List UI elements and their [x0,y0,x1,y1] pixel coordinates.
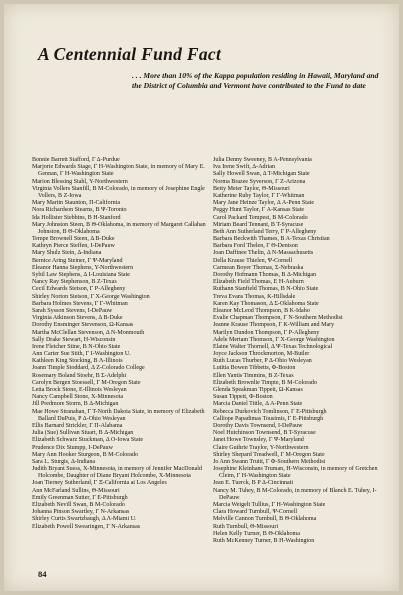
contributor-entry: Nancy Campbell Stone, X-Minnesota [32,394,124,401]
contributor-entry: Nancy M. Tuhey, B M-Colorado, in memory of Blanch E. Tuhey, I-DePauw [213,487,377,501]
contributor-entry: Sally Drake Stewart, H-Wisconsin [32,336,116,343]
page-number: 84 [38,569,47,579]
contributor-entry: Joan Daffinee Thelin, Δ N-Massachusetts [213,250,314,257]
contributor-entry: Kathryn Pierce Steffen, I-DePauw [32,243,115,250]
contributor-entry: Ellis Barnard Strickler, Γ Π-Alabama [32,422,123,429]
contributor-entry: Sally Howell Swan, Δ T-Michigan State [213,171,310,178]
contributor-entry: Ruth Lucas Thurber, P Δ-Ohio Wesleyan [213,358,312,365]
contributor-entry: Ruthann Stanfield Thomas, B N-Ohio State [213,286,319,293]
contributor-entry: Johanna Pinson Swartley, Γ N-Arkansas [32,509,130,516]
contributor-entry: Lutitia Bowen Tibbetts, Φ-Boston [213,365,296,372]
contributor-entry: Dorothy Ensminger Stevenson, Ω-Kansas [32,322,134,329]
contributor-entry: Virginia Atkinson Stevens, Δ B-Duke [32,315,123,322]
contributor-entry: Peggy Hunt Taylor, Γ A-Kansas State [213,207,305,214]
contributor-entry: Nancy Ray Stephenson, B Z-Texas [32,279,117,286]
contributor-entry: Mary Ann Hooker Sturgeon, B M-Colorado [32,451,139,458]
contributor-entry: Joyce Jackson Throckmorton, M-Butler [213,351,310,358]
contributor-entry: Jill Predmore Storm, B Δ-Michigan [32,401,119,408]
contributor-entry: Shirley Shepard Treadwell, Γ M-Oregon State [213,451,325,458]
contributor-entry: Elizabeth Schwarz Stuckman, Δ O-Iowa State [32,437,144,444]
contributor-entry: Marjorie Edwards Stage, Γ H-Washington State, in memory of Mary E. Gennan, Γ H-Washington State [32,164,205,178]
contributor-entry: Barbara Holmes Stevens, Γ Γ-Whitman [32,300,128,307]
contributor-entry: Judith Bryant Suess, X-Minnesota, in memory of Jennifer MacDonald Holcombe, Daughter of Diane Bryant Holcombe, X-Minnesota [32,466,202,480]
contributor-entry: Della Krause Thielen, Ψ-Cornell [213,257,293,264]
contributor-entry: Elizabeth Nevill Swan, B M-Colorado [32,502,125,508]
contributor-entry: Norma Brazee Syverson, Γ Z-Arizona [213,178,306,185]
contributor-entry: Sara L. Sturgis, Δ-Indiana [32,458,96,465]
contributor-entry: Helen Kelly Turner, B Θ-Oklahoma [213,530,300,537]
contributor-entry: Martha McClellan Stevenson, Δ N-Monmouth [32,329,145,336]
contributor-entry: Kathleen King Stocking, B Λ-Illinois [32,358,123,365]
contributor-entry: Karen Kay Thomason, Δ Σ-Oklahoma State [213,300,319,307]
contributor-entry: Elizabeth Brownlie Timpte, B M-Colorado [213,379,317,386]
contributor-entry: Emily Greenman Sutter, Γ E-Pittsburgh [32,494,128,501]
contributor-entry: Eleanor McLeod Thompson, B K-Idaho [213,307,310,314]
contributor-entry: Ruth Turnbull, Θ-Missouri [213,523,279,530]
contributor-entry: Bonnie Barrett Stafford, Γ Δ-Purdue [32,157,120,163]
contributor-entry: Joan Tierney Sutherland, Γ Ξ-California at Los Angeles [32,480,167,487]
contributor-entry: Jean E. Tuerck, B P Δ-Cincinnati [213,480,294,487]
contributor-entry: Elaine Walter Thornell, Δ Ψ-Texas Technological [213,343,333,350]
contributor-entry: Marilyn Dundon Thompson, Γ P-Allegheny [213,329,320,336]
contributor-entry: Betty Meier Taylor, Θ-Missouri [213,185,290,192]
contributor-entry: Calliope Papadimas Tousimis, Γ E-Pittsburgh [213,415,324,422]
contributor-entry: Mary Martin Staunton, Π-California [32,200,120,207]
contributor-entry: Joann Timple Stoddard, Δ Z-Colorado College [32,365,145,372]
contributor-entry: Mae Howe Stranahan, Γ T-North Dakota State, in memory of Elizabeth Ballard DuPuis, P Δ-Ohio Wesleyan [32,408,205,422]
contributor-entry: Elizabeth Powell Swearingen, Γ N-Arkansas [32,523,141,530]
contributor-entry: Dorothy Hofmann Thomas, B Δ-Michigan [213,272,317,278]
contributor-entry: Glenda Speakman Tippett, Ω-Kansas [213,387,303,393]
contributor-entry: Melville Cannon Turnbull, B Θ-Oklahoma [213,516,317,523]
contributor-entry: Marcia Daniel Tittle, Δ A-Penn State [213,401,303,408]
contributor-entry: Evalie Chapman Thompson, Γ N-Southern Methodist [213,315,343,322]
contributor-entry: Carmean Boyer Thomas, Σ-Nebraska [213,264,304,271]
contributor-entry: Bernice Aring Steiner, Γ Ψ-Maryland [32,257,123,264]
contributor-entry: Shirley Norton Stetson, Γ X-George Washington [32,293,150,300]
contributor-entry: Janet Howe Townsley, Γ Ψ-Maryland [213,437,304,444]
contributor-entry: Ruth McKenney Turner, B H-Washington [213,537,315,544]
contributor-entry: Rebecca Durkovich Tomlinson, Γ E-Pittsburgh [213,408,327,415]
contributor-entry: Shirley Curtis Swartzbaugh, Δ Λ-Miami U. [32,516,137,523]
contributor-entry: Sarah Sysson Stevens, I-DePauw [32,307,113,314]
contributor-entry: Noel Hutchinson Townsend, B T-Syracuse [213,430,316,437]
contributor-entry: Cecil Edwards Stetson, Γ P-Allegheny [32,286,126,293]
contributor-entry: Sybil Law Stephens, Δ I-Louisiana State [32,272,130,278]
contributor-entry: Mary Jane Heinze Taylor, Δ A-Penn State [213,200,315,207]
contributor-entry: Julia Denny Sweeney, B A-Pennsylvania [213,157,312,163]
contributor-entry: Virginia Vollers Stanfill, B M-Colorado, in memory of Josephine Engle Vollers, B Z-Iowa [32,185,205,199]
contributor-entry: Barbara Beckwith Thames, B A-Texas Christian [213,236,330,243]
contributor-entry: Carolyn Bergen Stoessell, Γ M-Oregon State [32,379,141,386]
contributor-entry: Letta Brock Stone, E-Illinois Wesleyan [32,387,127,393]
contributor-entry: Elizabeth Field Thomas, E H-Auburn [213,279,304,286]
contributor-entry: Carol Packard Tempest, B M-Colorado [213,214,308,221]
contributor-entry: Rosemary Boland Stoehr, B Σ-Adelphi [32,372,127,379]
contributor-entry: Clara Howard Turnbull, Ψ-Cornell [213,509,298,516]
contributor-entry: Jo Ann Swann Truitt, Γ Φ-Southern Methodist [213,458,326,465]
contributor-entry: Susan Tippett, Φ-Boston [213,394,273,401]
document-page [4,4,399,591]
contributor-entry: Ida Hollister Stebbins, B H-Stanford [32,214,121,221]
page-subtitle: . . . More than 10% of the Kappa population residing in Hawaii, Maryland and the District of Columbia and Vermont have contributed to the Fund to date [132,71,379,91]
contributor-entry: Adele Mertam Thomson, Γ X-George Washington [213,336,335,343]
contributor-entry: Prudence Dix Stumpp, I-DePauw [32,444,113,451]
contributor-entry: Marion Blessing Stahl, Υ-Northwestern [32,178,128,185]
contributor-entry: Tempe Brownell Steen, Δ B-Duke [32,236,115,243]
contributors-right-column [213,157,384,545]
contributor-entry: Dorothy Davis Townsend, I-DePauw [213,422,303,429]
contributor-entry: Josephine Kleinhans Truman, H-Wisconsin, in memory of Gretchen Cleim, Γ H-Washington State [213,466,378,480]
contributor-entry: Beth Ann Sutherland Terry, Γ P-Allegheny [213,228,317,235]
contributor-entry: Julia (Sue) Sullivan Stuart, B Δ-Michigan [32,430,134,437]
contributor-entry: Marcia Weigelt Tullius, Γ H-Washington State [213,502,326,508]
contributors-left-column [32,157,212,531]
contributor-entry: Katherine Ruby Taylor, Γ Γ-Whitman [213,192,305,199]
contributor-entry: Treva Evans Thomas, K-Hillsdale [213,293,296,300]
contributor-entry: Mary Shulz Stein, Δ-Indiana [32,250,102,257]
contributor-entry: Mary Johnston Steen, B Θ-Oklahoma, in memory of Margaret Callahan Johnston, B Θ-Oklahoma [32,221,206,235]
contributor-entry: Claire Guthrie Traylor, Υ-Northwestern [213,444,309,451]
contributor-entry: Irene Fletcher Stine, B N-Ohio State [32,343,121,350]
page-title: A Centennial Fund Fact [38,44,222,64]
contributor-entry: Ann McFarland Sullins, Θ-Missouri [32,487,120,494]
contributor-entry: Iva Irene Swift, Δ-Adrian [213,164,275,171]
contributor-entry: Miriam Beard Tennant, B T-Syracuse [213,221,304,228]
contributor-entry: Nora Richardson Stearns, B Ψ-Toronto [32,207,127,214]
contributor-entry: Ann Carter Sue Stith, Γ I-Washington U. [32,351,131,358]
contributor-entry: Jeanne Krause Thompson, Γ K-William and Mary [213,322,335,329]
contributor-entry: Ellen Yantis Timmins, B Z-Texas [213,372,294,379]
contributor-entry: Barbara Ford Thelen, Γ Θ-Denison [213,243,298,250]
contributor-entry: Eleanor Hanna Stephens, Υ-Northwestern [32,264,134,271]
